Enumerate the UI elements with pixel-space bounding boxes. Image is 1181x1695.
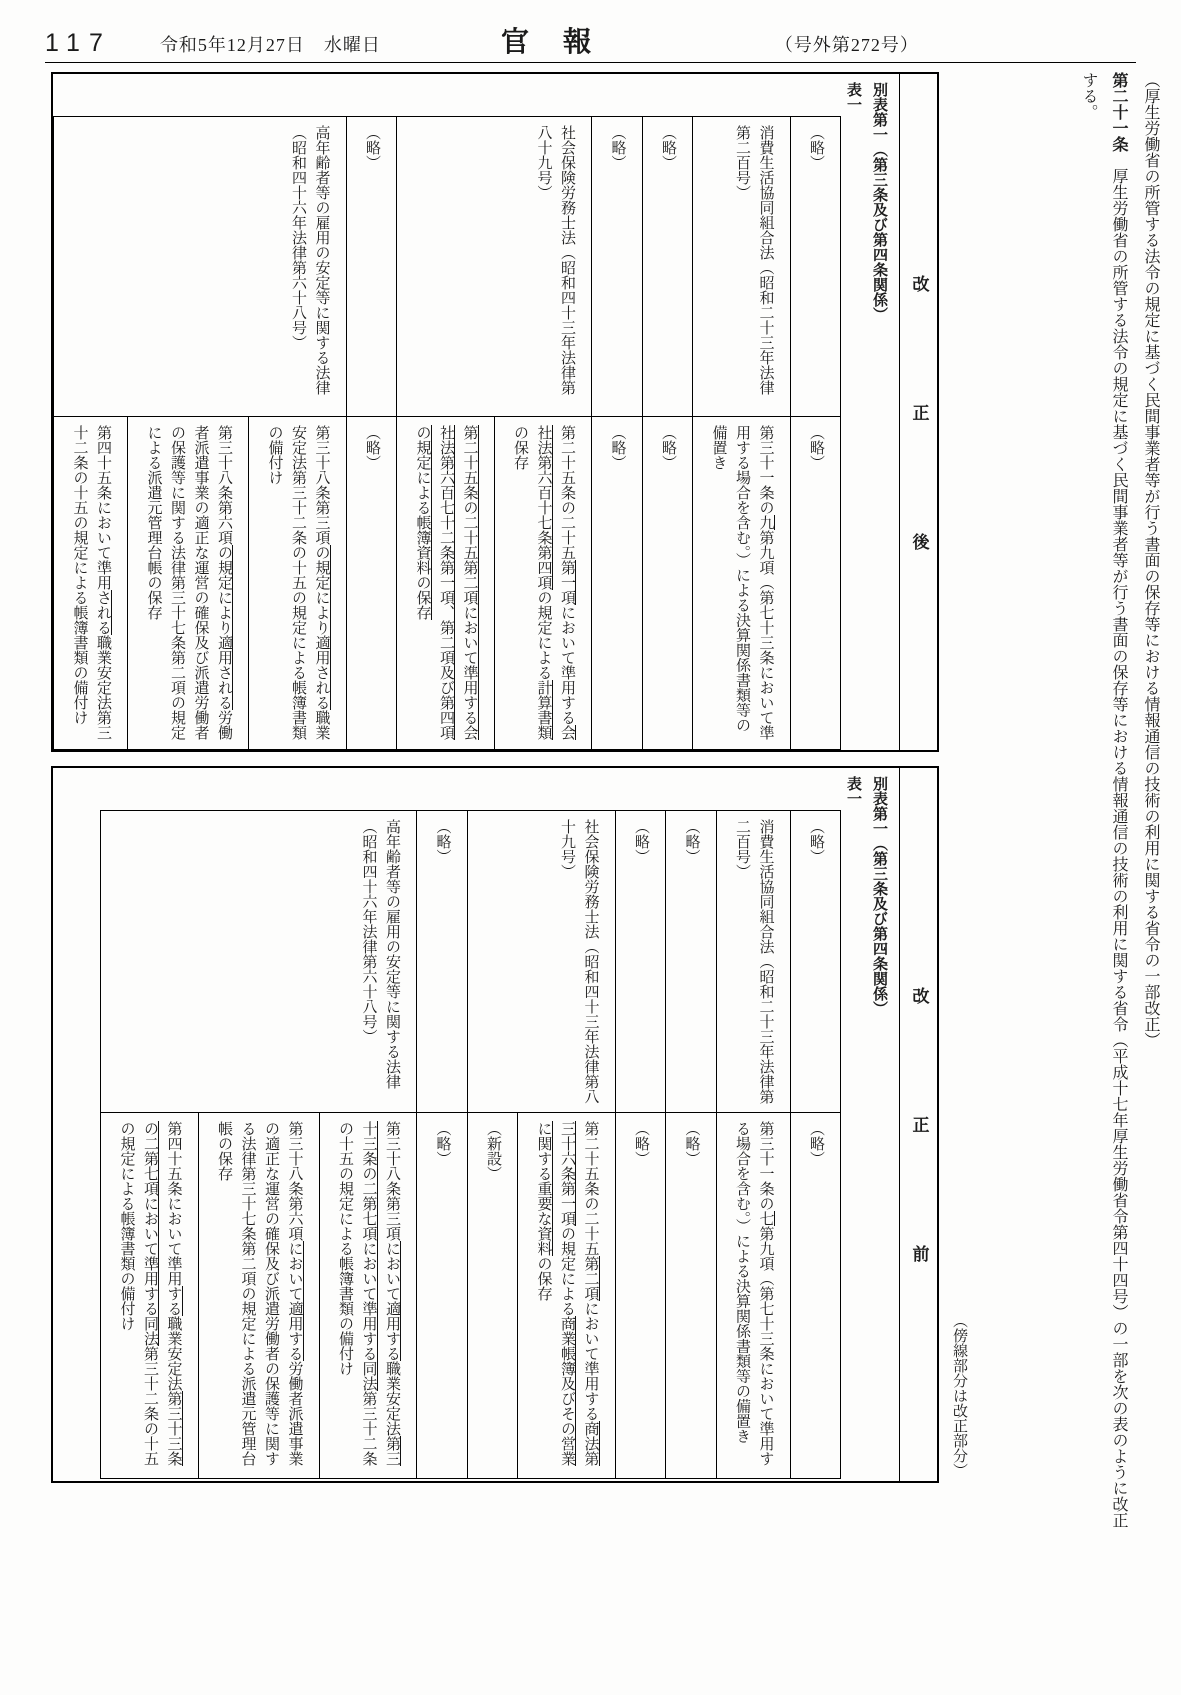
table-row xyxy=(592,117,643,750)
text-segment: （略） xyxy=(808,424,824,470)
text-segment: の保存 xyxy=(512,424,528,470)
text-segment: 職業安定法 xyxy=(165,1316,182,1391)
law-name-cell xyxy=(54,117,347,417)
article-21 xyxy=(1073,72,1133,1532)
text-segment: 社会保険労務士法（昭和四十三年法律第八十九号） xyxy=(535,125,575,395)
sideline-marked-text: 第三十三条の二第七項において準用する同法 xyxy=(142,1121,182,1466)
text-segment: （略） xyxy=(434,1121,451,1166)
page-number: 117 xyxy=(45,29,112,57)
law-name-cell xyxy=(642,117,693,417)
sideline-marked-text: 第二十五条の二十五第二項において準用する会社法第六百七十二条第一項、第二項及び第四項の規定による帳簿資料の保存 xyxy=(414,424,478,740)
text-segment: において準用する xyxy=(582,1301,599,1421)
text-segment: 職業安定法第三十二条の十五の規定による帳簿書類の備付け xyxy=(71,424,111,740)
amendment-tables xyxy=(51,72,939,1664)
text-segment: （略） xyxy=(364,125,380,170)
text-segment: の規定による xyxy=(535,589,552,680)
text-segment: 労働者派遣事業の適正な運営の確保及び派遣労働者の保護等に関する法律第三十七条第二項の規定による派遣元管理台帳の保存 xyxy=(145,424,232,740)
text-segment: 第九項（第七十三条において準用する場合を含む。）による決算関係書類等の備置き xyxy=(710,424,774,740)
provision-cell xyxy=(319,1113,417,1479)
text-segment: 第九項（第七十三条において準用する場合を含む。）による決算関係書類等の備置き xyxy=(734,1121,774,1466)
text-segment: （略） xyxy=(808,125,824,170)
table-row xyxy=(249,117,347,750)
provision-cell xyxy=(592,416,643,749)
text-segment: の保存 xyxy=(535,1256,552,1301)
provision-cell xyxy=(249,416,347,749)
sideline-marked-text: される xyxy=(95,589,111,635)
comparison-table-after xyxy=(53,116,841,750)
section-title: （厚生労働省の所管する法令の規定に基づく民間事業者等が行う書面の保存等における情報通信の技術の利用に関する省令の一部改正） xyxy=(1142,72,1159,1048)
provision-cell xyxy=(666,1113,717,1479)
provision-cell xyxy=(101,1113,199,1479)
sideline-marked-text: において適用する xyxy=(286,1241,303,1361)
sideline-marked-text: 計算書類 xyxy=(535,679,552,740)
sideline-marked-text: 第三十三条の二第七項において準用する同法 xyxy=(360,1121,400,1466)
text-segment: において準用する xyxy=(559,604,575,725)
table-row xyxy=(790,117,841,750)
sideline-marked-text: の規定により適用される xyxy=(216,544,232,710)
table-row xyxy=(615,811,666,1479)
text-segment: 社会保険労務士法（昭和四十三年法律第八十九号） xyxy=(559,819,599,1104)
text-segment: （略） xyxy=(808,819,824,864)
text-segment: （略） xyxy=(633,1121,649,1166)
table-row xyxy=(319,811,417,1479)
text-segment: （略） xyxy=(660,125,676,170)
column-header-char: 正 xyxy=(909,1116,929,1133)
table-row xyxy=(666,811,717,1479)
law-name-cell xyxy=(790,117,841,417)
provision-cell xyxy=(693,416,791,749)
law-name-cell xyxy=(666,811,717,1113)
law-name-cell xyxy=(346,117,397,417)
sideline-marked-text: の規定により適用される xyxy=(313,544,330,710)
text-segment: （略） xyxy=(609,424,626,470)
sideline-marked-text: 第一項 xyxy=(559,559,575,605)
amend-table-after xyxy=(51,72,939,752)
table-label: 表一 xyxy=(845,776,862,806)
text-segment: 消費生活協同組合法（昭和二十三年法律第二百号） xyxy=(734,125,774,395)
text-segment: 職業安定法 xyxy=(384,1361,400,1436)
law-name-cell xyxy=(592,117,643,417)
text-segment: 第三十一条の xyxy=(757,424,774,515)
law-name-cell xyxy=(101,811,417,1113)
text-segment: 第三十八条第三項 xyxy=(313,424,330,545)
table-row xyxy=(716,811,790,1479)
article-body: 厚生労働省の所管する法令の規定に基づく民間事業者等が行う書面の保存等における情報通信の技術の利用に関する省令（平成十七年厚生労働省令第四十四号）の一部を次の表のように改正する。 xyxy=(1080,72,1127,1528)
law-name-cell xyxy=(467,811,615,1113)
amend-body-before xyxy=(53,768,899,1481)
provision-cell xyxy=(54,416,128,749)
provision-cell xyxy=(128,416,249,749)
text-segment: 第四十五条において準用 xyxy=(95,424,111,590)
text-segment: 高年齢者等の雇用の安定等に関する法律（昭和四十六年法律第六十八号） xyxy=(360,819,400,1089)
article-label: 第二十一条 xyxy=(1110,72,1127,152)
sideline-marked-text: する xyxy=(165,1286,182,1316)
table-row xyxy=(518,811,616,1479)
text-segment: 第二十五条の二十五 xyxy=(559,424,575,560)
table-row xyxy=(790,811,841,1479)
appendix-heading: 別表第一（第三条及び第四条関係） xyxy=(871,776,888,1016)
appendix-heading: 別表第一（第三条及び第四条関係） xyxy=(871,82,888,322)
text-segment: 第三十八条第六項 xyxy=(286,1121,303,1241)
law-name-cell xyxy=(693,117,791,417)
provision-cell xyxy=(494,416,592,749)
law-name-cell xyxy=(397,117,592,417)
table-row xyxy=(346,117,397,750)
text-segment: 労働者派遣事業の適正な運営の確保及び派遣労働者の保護等に関する法律第三十七条第二項の規定による派遣元管理台帳の保存 xyxy=(216,1121,303,1466)
provision-cell xyxy=(346,416,397,749)
text-segment: 高年齢者等の雇用の安定等に関する法律（昭和四十六年法律第六十八号） xyxy=(290,125,330,395)
text-segment: （新設） xyxy=(485,1121,501,1181)
text-segment: 第三十八条第六項 xyxy=(216,424,232,545)
masthead xyxy=(45,20,1136,60)
main-content xyxy=(48,72,1165,1668)
column-header-char: 後 xyxy=(909,532,929,550)
issue-date: 令和5年12月27日 水曜日 xyxy=(159,35,381,55)
text-segment: （略） xyxy=(364,424,380,470)
masthead-rule xyxy=(45,62,1136,63)
provision-cell xyxy=(467,1113,518,1479)
sideline-marked-text: 会社法第六百十七条第四項 xyxy=(535,424,575,740)
text-segment: （略） xyxy=(683,819,700,864)
comparison-table-before xyxy=(100,810,841,1479)
law-name-cell xyxy=(417,811,468,1113)
table-row xyxy=(642,117,693,750)
text-segment: 職業安定法第三十二条の十五の規定による帳簿書類の備付け xyxy=(266,424,330,740)
table-label: 表一 xyxy=(845,82,862,112)
issue-number: （号外第272号） xyxy=(774,35,919,55)
sideline-marked-text: において適用する xyxy=(384,1241,400,1361)
sideline-marked-text: 九 xyxy=(757,514,774,530)
table-row xyxy=(417,811,468,1479)
sideline-marked-text: 商業帳簿及びその営業に関する重要な資料 xyxy=(535,1121,575,1466)
provision-cell xyxy=(790,416,841,749)
provision-cell xyxy=(642,416,693,749)
text-segment: （略） xyxy=(660,424,676,470)
column-header-after xyxy=(899,74,937,750)
provision-cell xyxy=(615,1113,666,1479)
sideline-marked-text: 七 xyxy=(757,1211,774,1226)
text-segment: 第三十二条の十五の規定による帳簿書類の備付け xyxy=(118,1121,158,1466)
text-segment: （略） xyxy=(808,1121,824,1166)
sideline-note: （傍線部分は改正部分） xyxy=(951,1313,967,1478)
amend-body-after xyxy=(53,74,899,750)
sideline-marked-text: 商法第三十六条第一項 xyxy=(559,1121,599,1466)
text-segment: 第三十八条第三項 xyxy=(384,1121,400,1241)
text-segment: （略） xyxy=(683,1121,700,1166)
column-header-before xyxy=(899,768,937,1481)
publication-title: 官報 xyxy=(500,27,625,58)
provision-cell xyxy=(397,416,495,749)
table-row xyxy=(693,117,791,750)
text-segment: 消費生活協同組合法（昭和二十三年法律第二百号） xyxy=(734,819,774,1104)
law-name-cell xyxy=(790,811,841,1113)
text-segment: 第三十二条の十五の規定による帳簿書類の備付け xyxy=(337,1121,377,1466)
text-segment: （略） xyxy=(609,125,626,170)
provision-cell xyxy=(716,1113,790,1479)
column-header-char: 正 xyxy=(909,403,929,421)
column-header-char: 改 xyxy=(909,987,929,1004)
provision-cell xyxy=(518,1113,616,1479)
text-segment: 第三十一条の xyxy=(757,1121,774,1211)
amend-table-before xyxy=(51,766,939,1483)
sideline-marked-text: 第二項 xyxy=(582,1256,599,1301)
column-header-char: 改 xyxy=(909,274,929,292)
law-name-cell xyxy=(615,811,666,1113)
text-segment: 第二十五条の二十五 xyxy=(582,1121,599,1256)
law-name-cell xyxy=(716,811,790,1113)
column-header-char: 前 xyxy=(909,1245,929,1262)
provision-cell xyxy=(790,1113,841,1479)
text-segment: の規定による xyxy=(559,1226,575,1316)
text-segment: （略） xyxy=(434,819,451,864)
provision-cell xyxy=(198,1113,319,1479)
text-segment: （略） xyxy=(633,819,649,864)
provision-cell xyxy=(417,1113,468,1479)
table-row xyxy=(494,117,592,750)
text-segment: 第四十五条において準用 xyxy=(165,1121,182,1286)
